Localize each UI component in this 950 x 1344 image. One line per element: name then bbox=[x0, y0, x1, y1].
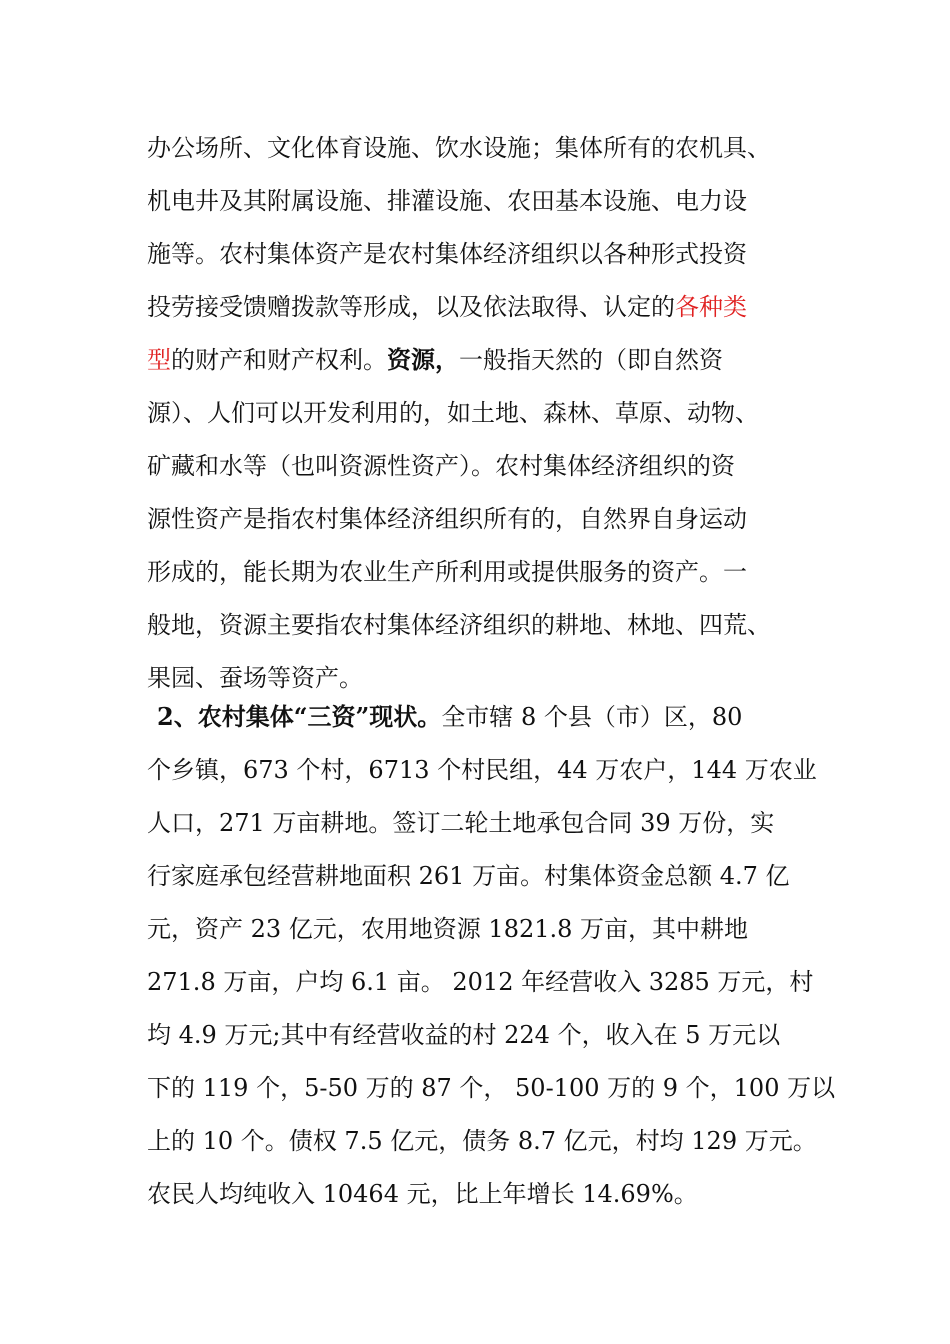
text-line: 源）、人们可以开发利用的，如土地、森林、草原、动物、 bbox=[147, 399, 759, 427]
text-line bbox=[147, 292, 747, 322]
text-line: 果园、蚕场等资产。 bbox=[147, 664, 363, 692]
section-heading: 2、农村集体“三资”现状。 bbox=[157, 702, 442, 731]
highlighted-text: 型 bbox=[147, 346, 171, 374]
text-line bbox=[147, 345, 723, 375]
text-span: 的财产和财产权利。 bbox=[171, 346, 387, 374]
text-span: 投劳接受馈赠拨款等形成，以及依法取得、认定的 bbox=[147, 293, 675, 321]
text-line: 下的 119 个，5-50 万的 87 个， 50-100 万的 9 个，100 万以 bbox=[147, 1074, 836, 1102]
bold-term-resources: 资源， bbox=[387, 345, 459, 374]
text-line: 均 4.9 万元;其中有经营收益的村 224 个，收入在 5 万元以 bbox=[147, 1021, 781, 1049]
text-line: 271.8 万亩，户均 6.1 亩。 2012 年经营收入 3285 万元，村 bbox=[147, 968, 814, 996]
text-line: 个乡镇，673 个村，6713 个村民组，44 万农户，144 万农业 bbox=[147, 756, 817, 784]
text-line: 人口，271 万亩耕地。签订二轮土地承包合同 39 万份，实 bbox=[147, 809, 775, 837]
text-line: 源性资产是指农村集体经济组织所有的，自然界自身运动 bbox=[147, 505, 747, 533]
text-line: 元，资产 23 亿元，农用地资源 1821.8 万亩，其中耕地 bbox=[147, 915, 749, 943]
text-line: 上的 10 个。债权 7.5 亿元，债务 8.7 亿元，村均 129 万元。 bbox=[147, 1127, 817, 1155]
text-line: 形成的，能长期为农业生产所利用或提供服务的资产。一 bbox=[147, 558, 747, 586]
text-line: 矿藏和水等（也叫资源性资产）。农村集体经济组织的资 bbox=[147, 452, 735, 480]
text-span: 一般指天然的（即自然资 bbox=[459, 346, 723, 374]
text-span: 全市辖 8 个县（市）区，80 bbox=[441, 703, 743, 731]
text-line: 施等。农村集体资产是农村集体经济组织以各种形式投资 bbox=[147, 240, 747, 268]
highlighted-text: 各种类 bbox=[675, 293, 747, 321]
text-line: 办公场所、文化体育设施、饮水设施；集体所有的农机具、 bbox=[147, 134, 771, 162]
text-line: 农民人均纯收入 10464 元，比上年增长 14.69%。 bbox=[147, 1180, 698, 1208]
text-line: 行家庭承包经营耕地面积 261 万亩。村集体资金总额 4.7 亿 bbox=[147, 862, 790, 890]
text-line: 般地，资源主要指农村集体经济组织的耕地、林地、四荒、 bbox=[147, 611, 771, 639]
text-line bbox=[157, 702, 742, 732]
text-line: 机电井及其附属设施、排灌设施、农田基本设施、电力设 bbox=[147, 187, 747, 215]
